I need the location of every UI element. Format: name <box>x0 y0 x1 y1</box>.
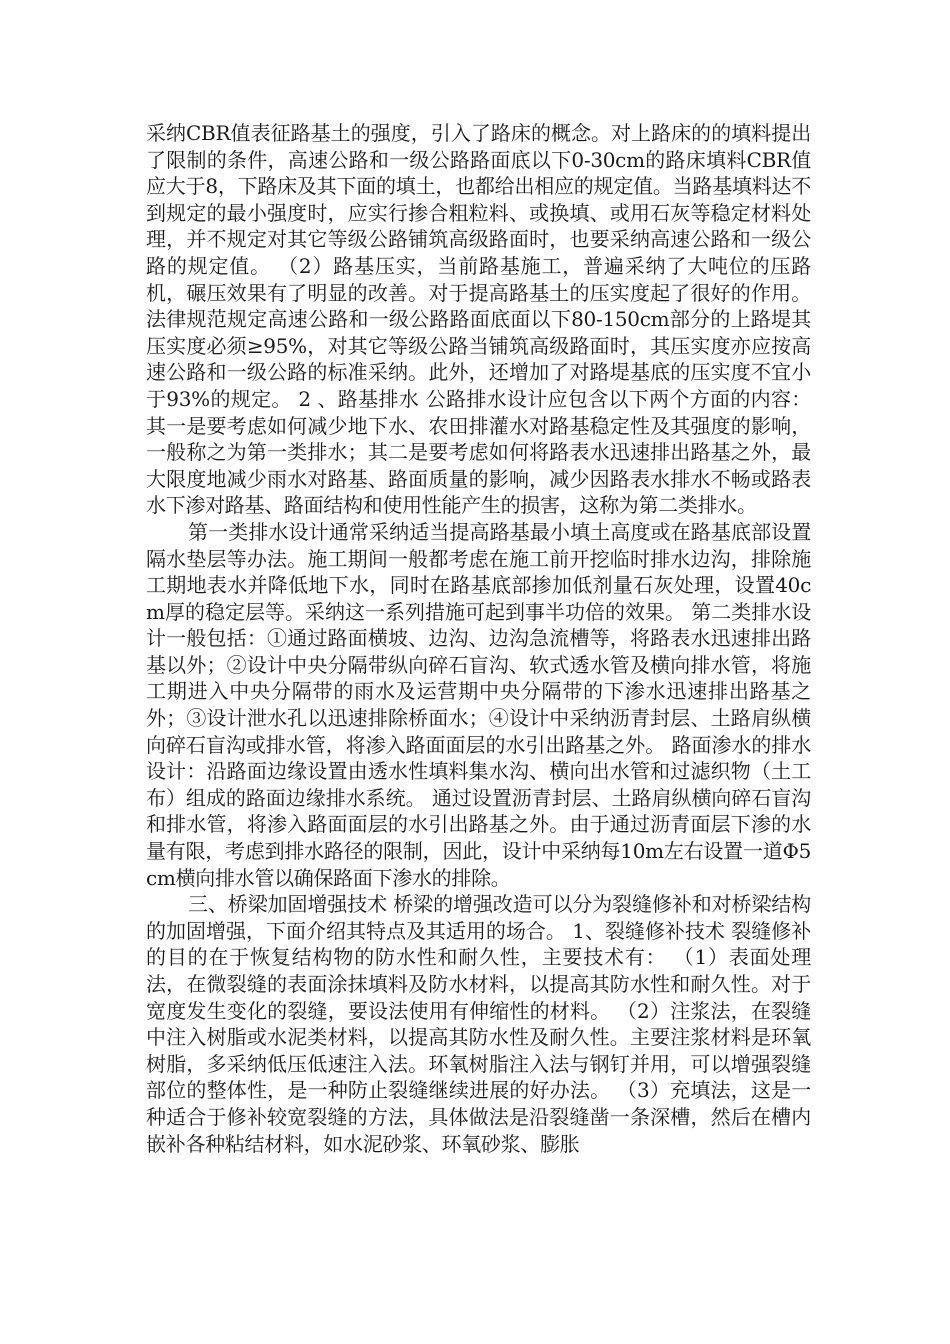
paragraph-drainage-design: 第一类排水设计通常采纳适当提高路基最小填土高度或在路基底部设置隔水垫层等办法。施工期间一般都考虑在施工前开挖临时排水边沟，排除施工期地表水并降低地下水，同时在路基底部掺加低剂量石灰处理，设置40cm厚的稳定层等。采纳这一系列措施可起到事半功倍的效果。 第二类排水设计一般包括：①通过路面横坡、边沟、边沟急流槽等，将路表水迅速排出路基以外；②设计中央分隔带纵向碎石盲沟、软式透水管及横向排水管，将施工期进入中央分隔带的雨水及运营期中央分隔带的下渗水迅速排出路基之外；③设计泄水孔以迅速排除桥面水；④设计中采纳沥青封层、土路肩纵横向碎石盲沟或排水管，将渗入路面面层的水引出路基之外。 路面渗水的排水设计：沿路面边缘设置由透水性填料集水沟、横向出水管和过滤织物（土工布）组成的路面边缘排水系统。 通过设置沥青封层、土路肩纵横向碎石盲沟和排水管，将渗入路面面层的水引出路基之外。由于通过沥青面层下渗的水量有限，考虑到排水路径的限制，因此，设计中采纳每10m左右设置一道Φ5cm横向排水管以确保路面下渗水的排除。 <box>146 519 811 890</box>
paragraph-roadbed-drainage: 采纳CBR值表征路基土的强度，引入了路床的概念。对上路床的的填料提出了限制的条件，高速公路和一级公路路面底以下0-30cm的路床填料CBR值应大于8，下路床及其下面的填土，也都给出相应的规定值。当路基填料达不到规定的最小强度时，应实行掺合粗粒料、或换填、或用石灰等稳定材料处理，并不规定对其它等级公路铺筑高级路面时，也要采纳高速公路和一级公路的规定值。 （2）路基压实，当前路基施工，普遍采纳了大吨位的压路机，碾压效果有了明显的改善。对于提高路基土的压实度起了很好的作用。法律规范规定高速公路和一级公路路面底面以下80-150cm部分的上路堤其压实度必须≥95%，对其它等级公路当铺筑高级路面时，其压实度亦应按高速公路和一级公路的标准采纳。此外，还增加了对路堤基底的压实度不宜小于93%的规定。 2 、路基排水 公路排水设计应包含以下两个方面的内容：其一是要考虑如何减少地下水、农田排灌水对路基稳定性及其强度的影响，一般称之为第一类排水；其二是要考虑如何将路表水迅速排出路基之外，最大限度地减少雨水对路基、路面质量的影响，减少因路表水排水不畅或路表水下渗对路基、路面结构和使用性能产生的损害，这称为第二类排水。 <box>146 121 811 518</box>
body-text <box>146 120 811 1157</box>
paragraph-bridge-reinforcement: 三、桥梁加固增强技术 桥梁的增强改造可以分为裂缝修补和对桥梁结构的加固增强，下面介绍其特点及其适用的场合。 1、裂缝修补技术 裂缝修补的目的在于恢复结构物的防水性和耐久性，主要技术有： （1）表面处理法，在微裂缝的表面涂抹填料及防水材料，以提高其防水性和耐久性。对于宽度发生变化的裂缝，要设法使用有伸缩性的材料。 （2）注浆法，在裂缝中注入树脂或水泥类材料，以提高其防水性及耐久性。主要注浆材料是环氧树脂，多采纳低压低速注入法。环氧树脂注入法与钢钉并用，可以增强裂缝部位的整体性，是一种防止裂缝继续进展的好办法。 （3）充填法，这是一种适合于修补较宽裂缝的方法，具体做法是沿裂缝凿一条深槽，然后在槽内嵌补各种粘结材料，如水泥砂浆、环氧砂浆、膨胀 <box>146 892 811 1156</box>
